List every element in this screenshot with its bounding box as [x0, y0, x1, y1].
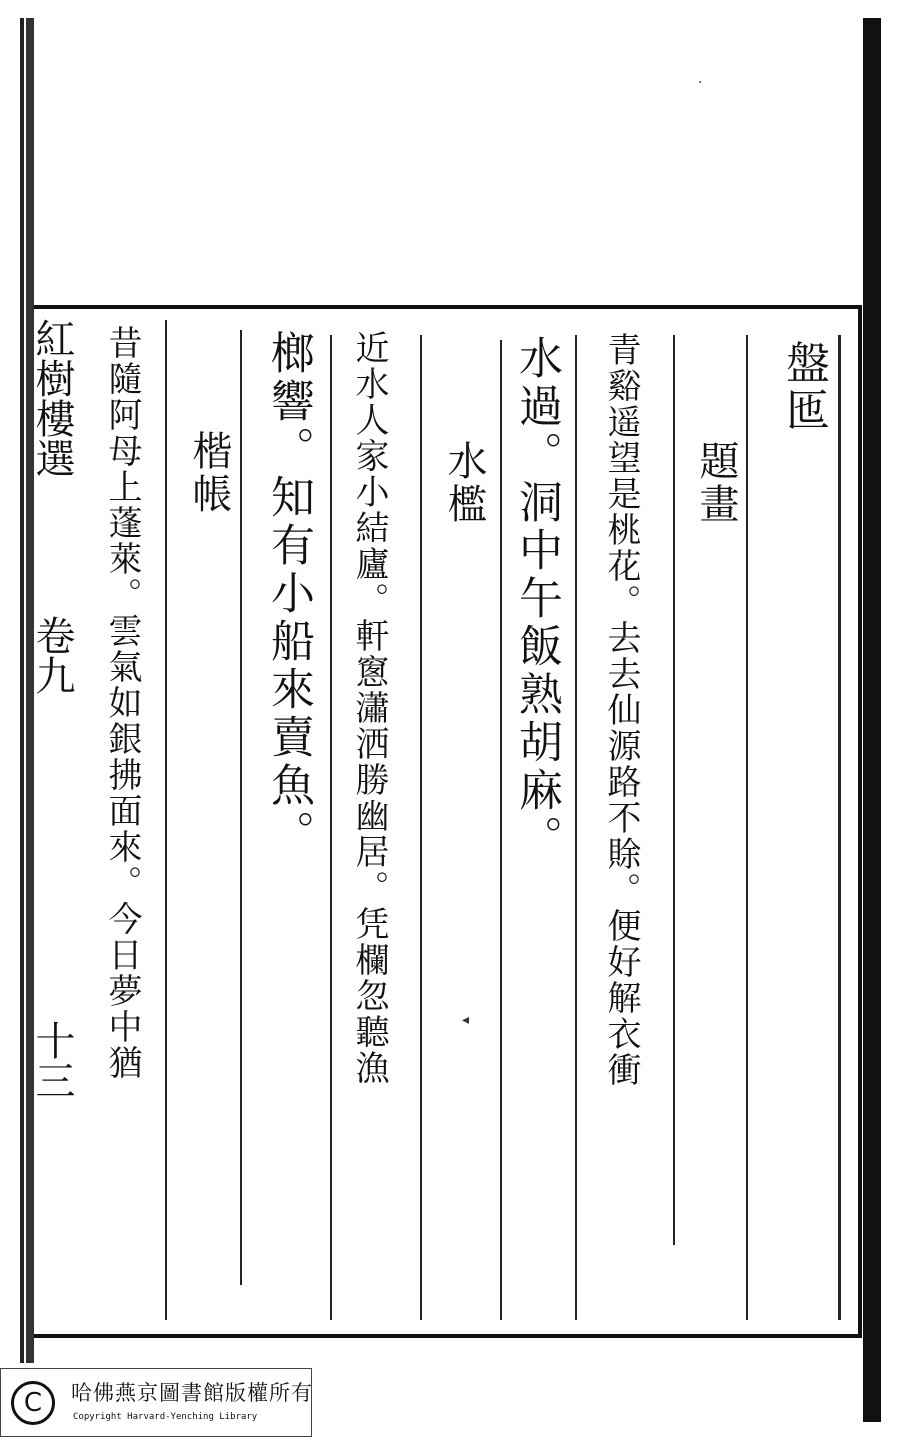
column-rule: [240, 330, 242, 1285]
poem-line: 青谿遥望是桃花。去去仙源路不賖。便好解衣衝: [601, 332, 641, 1088]
column-rule: [575, 335, 577, 1320]
column-rule: [420, 335, 422, 1320]
poem-line: 近水人家小結廬。軒窻瀟洒勝幽居。凭欄忽聽漁: [349, 330, 389, 1086]
column-rule: [673, 335, 675, 1245]
watermark-chinese: 哈佛燕京圖書館版權所有: [71, 1381, 313, 1405]
column-rule: [165, 320, 167, 1320]
copyright-icon: C: [11, 1381, 55, 1425]
book-title: 紅樹樓選: [29, 318, 75, 478]
poem-title: 題畫: [693, 440, 739, 526]
ink-speck: ◂: [462, 1012, 470, 1028]
section-heading: 盤匜: [778, 340, 829, 434]
volume-label: 卷九: [29, 615, 75, 695]
ink-speck: ·: [698, 75, 703, 91]
poem-line: 榔響。知有小船來賣魚。: [263, 330, 314, 858]
poem-line: 昔隨阿母上蓬萊。雲氣如銀拂面來。今日夢中猶: [102, 325, 142, 1081]
poem-title: 楷帳: [186, 430, 232, 516]
poem-title: 水檻: [441, 440, 487, 526]
heading-panel: [746, 335, 841, 1320]
column-rule: [500, 340, 502, 1320]
page-number: 十三: [29, 1020, 75, 1100]
right-page-edge: [863, 18, 881, 1422]
poem-line: 水過。洞中午飯熟胡麻。: [511, 335, 562, 863]
copyright-watermark: [0, 1368, 312, 1437]
watermark-english: Copyright Harvard-Yenching Library: [73, 1412, 258, 1422]
column-rule: [330, 335, 332, 1320]
